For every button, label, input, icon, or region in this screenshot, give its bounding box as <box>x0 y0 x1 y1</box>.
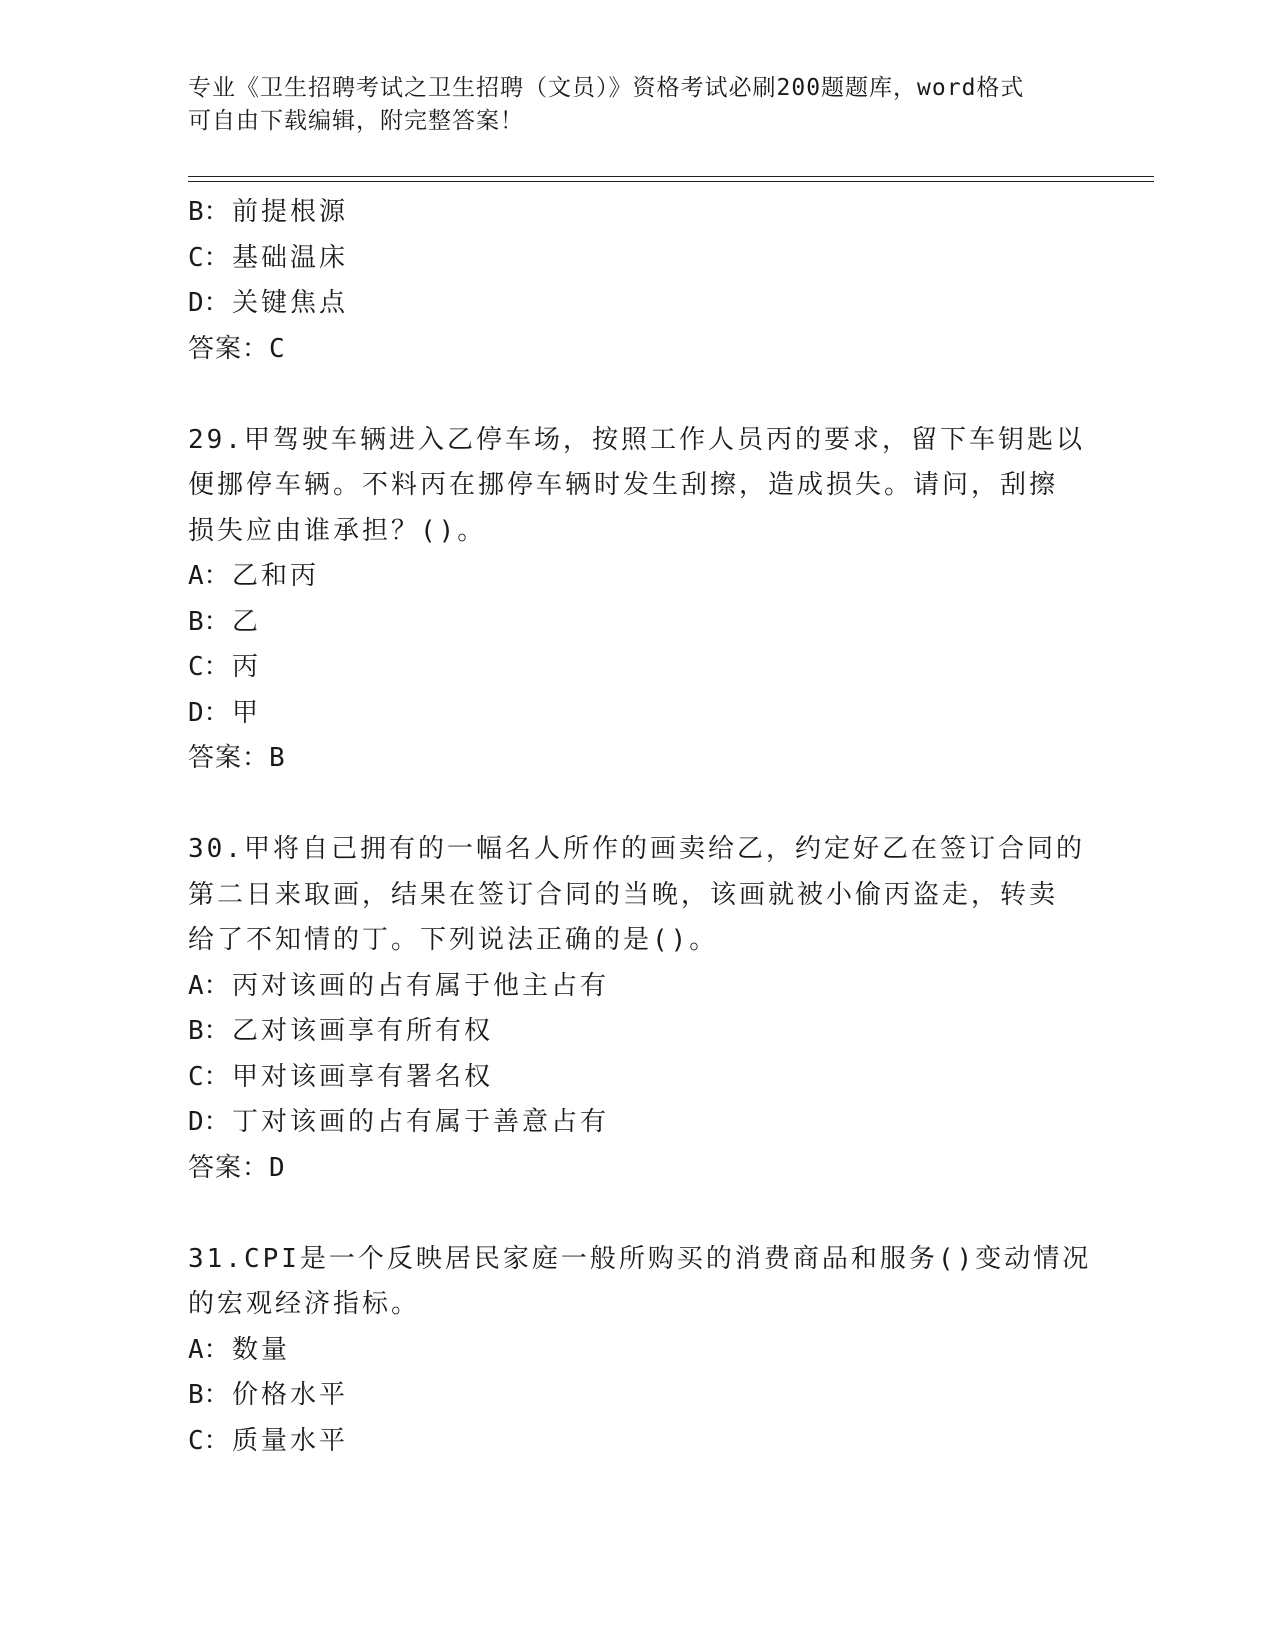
option-a: A：丙对该画的占有属于他主占有 <box>188 970 610 1001</box>
question-text-line: 便挪停车辆。不料丙在挪停车辆时发生刮擦，造成损失。请问，刮擦 <box>188 470 1059 500</box>
question-block-prev <box>188 190 1088 372</box>
header-line-1: 专业《卫生招聘考试之卫生招聘（文员）》资格考试必刷200题题库，word格式 <box>188 75 1025 101</box>
header-rule-bottom <box>188 181 1154 182</box>
option-c: C：质量水平 <box>188 1425 349 1456</box>
option-c: C：基础温床 <box>188 242 349 273</box>
option-c: C：甲对该画享有署名权 <box>188 1061 494 1092</box>
question-text-line: 30.甲将自己拥有的一幅名人所作的画卖给乙，约定好乙在签订合同的 <box>188 834 1085 864</box>
answer-line: 答案：C <box>188 333 286 364</box>
option-d: D：甲 <box>188 697 262 728</box>
option-b: B：乙 <box>188 606 262 637</box>
question-block-31 <box>188 1237 1092 1465</box>
option-c: C：丙 <box>188 652 262 682</box>
question-text-line: 的宏观经济指标。 <box>188 1289 421 1319</box>
option-a: A：数量 <box>188 1334 291 1365</box>
question-text-line: 第二日来取画，结果在签订合同的当晚，该画就被小偷丙盗走，转卖 <box>188 879 1059 910</box>
header-line-2: 可自由下载编辑，附完整答案！ <box>188 108 524 134</box>
option-d: D：丁对该画的占有属于善意占有 <box>188 1107 610 1137</box>
question-block-30 <box>188 827 1088 1191</box>
answer-line: 答案：B <box>188 743 286 773</box>
option-d: D：关键焦点 <box>188 288 349 318</box>
header-rule-top <box>188 176 1154 177</box>
document-header <box>188 72 1088 138</box>
question-text-line: 损失应由谁承担？()。 <box>188 515 487 546</box>
option-a: A：乙和丙 <box>188 561 320 591</box>
answer-line: 答案：D <box>188 1152 286 1183</box>
question-text-line: 给了不知情的丁。下列说法正确的是()。 <box>188 925 719 955</box>
question-text-line: 29.甲驾驶车辆进入乙停车场，按照工作人员丙的要求，留下车钥匙以 <box>188 424 1085 455</box>
option-b: B：乙对该画享有所有权 <box>188 1016 494 1046</box>
option-b: B：前提根源 <box>188 197 349 227</box>
option-b: B：价格水平 <box>188 1380 349 1410</box>
document-body <box>188 190 1092 1464</box>
question-text-line: 31.CPI是一个反映居民家庭一般所购买的消费商品和服务()变动情况 <box>188 1243 1092 1274</box>
question-block-29 <box>188 418 1088 782</box>
